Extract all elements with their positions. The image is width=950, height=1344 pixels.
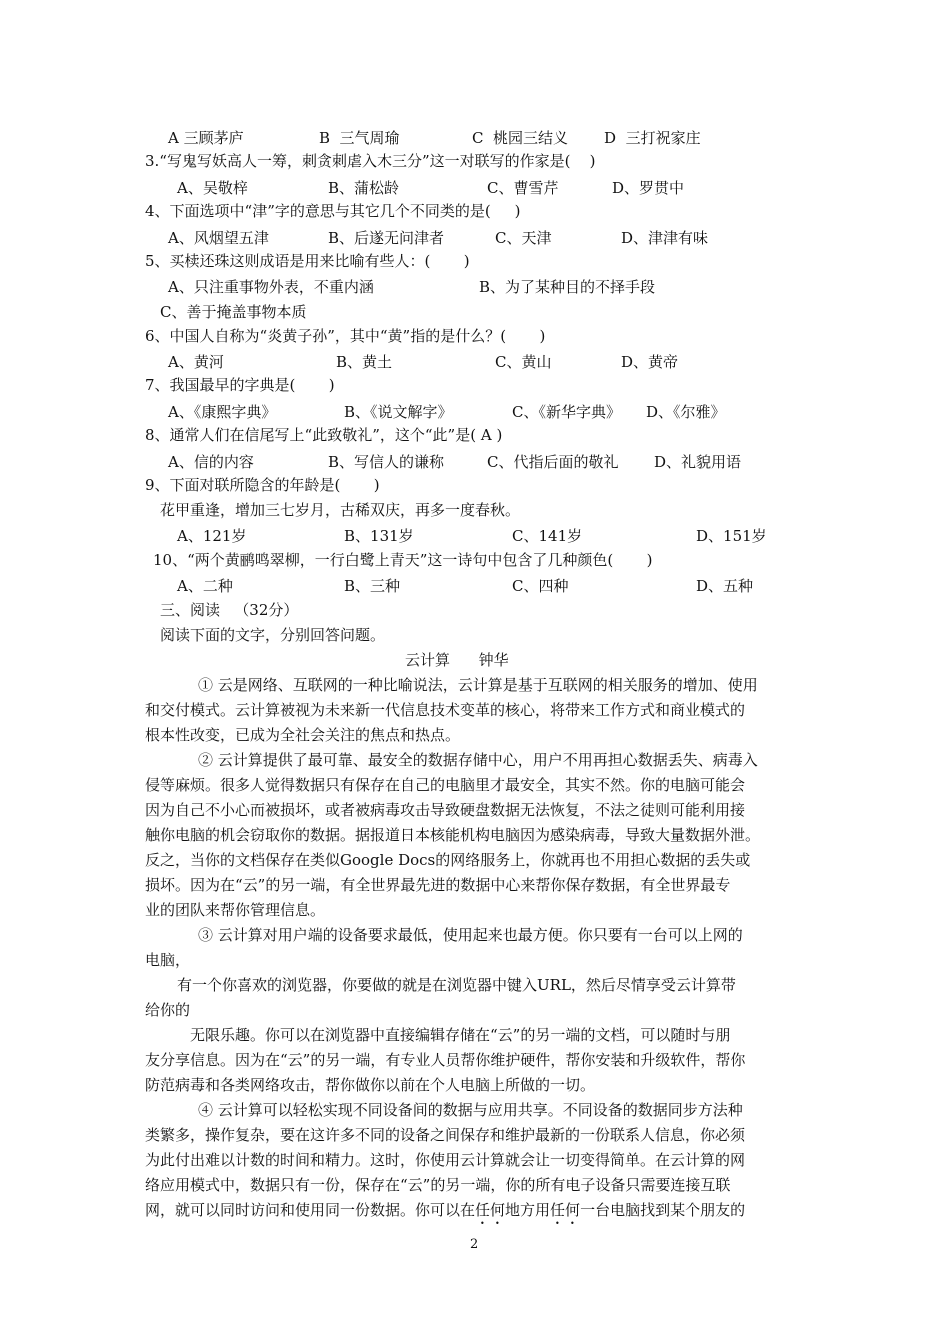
q2-option-a: A 三顾茅庐 xyxy=(168,129,244,147)
emphasis-mark: 任何 xyxy=(475,1201,506,1219)
q3-option-d: D、罗贯中 xyxy=(612,179,685,197)
q9-option-a: A、121岁 xyxy=(177,527,247,545)
article-line: 侵等麻烦。很多人觉得数据只有保存在自己的电脑里才最安全，其实不然。你的电脑可能会 xyxy=(145,776,746,794)
article-line: 和交付模式。云计算被视为未来新一代信息技术变革的核心，将带来工作方式和商业模式的 xyxy=(145,701,746,719)
article-line: 无限乐趣。你可以在浏览器中直接编辑存储在“云”的另一端的文档，可以随时与朋 xyxy=(190,1026,731,1044)
article-line: ④ 云计算可以轻松实现不同设备间的数据与应用共享。不同设备的数据同步方法种 xyxy=(198,1101,743,1119)
article-line-text: 网，就可以同时访问和使用同一份数据。你可以在 xyxy=(145,1201,476,1219)
q2-option-b: B 三气周瑜 xyxy=(319,129,400,147)
q6-option-b: B、黄土 xyxy=(336,353,393,371)
q6-stem: 6、中国人自称为“炎黄子孙”，其中“黄”指的是什么？( ) xyxy=(145,327,546,345)
q10-option-d: D、五种 xyxy=(696,577,754,595)
article-line: 业的团队来帮你管理信息。 xyxy=(145,901,326,919)
q10-option-c: C、四种 xyxy=(512,577,569,595)
article-line: 损坏。因为在“云”的另一端，有全世界最先进的数据中心来帮你保存数据，有全世界最专 xyxy=(145,876,731,894)
q6-option-c: C、黄山 xyxy=(495,353,552,371)
article-line-text: 地方用 xyxy=(505,1201,551,1219)
q8-stem: 8、通常人们在信尾写上“此致敬礼”，这个“此”是( A ) xyxy=(145,426,503,444)
q9-option-b: B、131岁 xyxy=(344,527,414,545)
q4-option-a: A、风烟望五津 xyxy=(168,229,269,247)
article-line: 反之，当你的文档保存在类似Google Docs的网络服务上，你就再也不用担心数据的丢失或 xyxy=(145,851,751,869)
q4-option-d: D、津津有味 xyxy=(621,229,709,247)
q7-option-c: C、《新华字典》 xyxy=(512,403,621,421)
article-line: 友分享信息。因为在“云”的另一端，有专业人员帮你维护硬件，帮你安装和升级软件，帮你 xyxy=(145,1051,746,1069)
q7-stem: 7、我国最早的字典是( ) xyxy=(145,376,335,394)
q6-option-a: A、黄河 xyxy=(168,353,224,371)
article-line: 电脑， xyxy=(145,951,191,969)
q2-option-c: C 桃园三结义 xyxy=(472,129,569,147)
q9-option-d: D、151岁 xyxy=(696,527,767,545)
section-heading: 三、阅读 （32分） xyxy=(160,601,299,619)
article-line-last xyxy=(145,1200,745,1228)
q9-option-c: C、141岁 xyxy=(512,527,583,545)
q5-option-c: C、善于掩盖事物本质 xyxy=(160,303,307,321)
q5-stem: 5、买椟还珠这则成语是用来比喻有些人：( ) xyxy=(145,252,470,270)
q7-option-a: A、《康熙字典》 xyxy=(168,403,277,421)
q4-option-c: C、天津 xyxy=(495,229,552,247)
q7-option-d: D、《尔雅》 xyxy=(646,403,726,421)
q10-option-b: B、三种 xyxy=(344,577,401,595)
article-title: 云计算 钟华 xyxy=(405,651,509,669)
section-instruction: 阅读下面的文字，分别回答问题。 xyxy=(160,626,386,644)
q9-couplet: 花甲重逢，增加三七岁月，古稀双庆，再多一度春秋。 xyxy=(160,501,521,519)
q3-option-a: A、吴敬梓 xyxy=(177,179,248,197)
q3-option-b: B、蒲松龄 xyxy=(328,179,400,197)
q7-option-b: B、《说文解字》 xyxy=(344,403,453,421)
article-line: 触你电脑的机会窃取你的数据。据报道日本核能机构电脑因为感染病毒，导致大量数据外泄。 xyxy=(145,826,761,844)
q2-option-d: D 三打祝家庄 xyxy=(604,129,701,147)
q10-stem: 10、“两个黄鹂鸣翠柳，一行白鹭上青天”这一诗句中包含了几种颜色( ) xyxy=(153,551,653,569)
q8-option-b: B、写信人的谦称 xyxy=(328,453,445,471)
q5-option-b: B、为了某种目的不择手段 xyxy=(479,278,656,296)
q4-stem: 4、下面选项中“津”字的意思与其它几个不同类的是( ) xyxy=(145,202,521,220)
article-line: 防范病毒和各类网络攻击，帮你做你以前在个人电脑上所做的一切。 xyxy=(145,1076,596,1094)
article-line: 根本性改变，已成为全社会关注的焦点和热点。 xyxy=(145,726,461,744)
article-line: ③ 云计算对用户端的设备要求最低，使用起来也最方便。你只要有一台可以上网的 xyxy=(198,926,743,944)
q3-option-c: C、曹雪芹 xyxy=(487,179,559,197)
q6-option-d: D、黄帝 xyxy=(621,353,679,371)
q9-stem: 9、下面对联所隐含的年龄是( ) xyxy=(145,476,380,494)
article-line: 给你的 xyxy=(145,1001,191,1019)
page-number: 2 xyxy=(470,1237,479,1252)
q10-option-a: A、二种 xyxy=(177,577,233,595)
article-line: 为此付出难以计数的时间和精力。这时，你使用云计算就会让一切变得简单。在云计算的网 xyxy=(145,1151,746,1169)
article-line: ② 云计算提供了最可靠、最安全的数据存储中心，用户不用再担心数据丢失、病毒入 xyxy=(198,751,758,769)
article-line-text: 一台电脑找到某个朋友的 xyxy=(580,1201,746,1219)
q3-stem: 3.“写鬼写妖高人一筹，刺贪刺虐入木三分”这一对联写的作家是( ) xyxy=(145,152,596,170)
q8-option-a: A、信的内容 xyxy=(168,453,254,471)
article-line: 有一个你喜欢的浏览器，你要做的就是在浏览器中键入URL，然后尽情享受云计算带 xyxy=(177,976,736,994)
emphasis-mark: 任何 xyxy=(550,1201,581,1219)
article-line: 因为自己不小心而被损坏，或者被病毒攻击导致硬盘数据无法恢复，不法之徒则可能利用接 xyxy=(145,801,746,819)
q8-option-d: D、礼貌用语 xyxy=(654,453,742,471)
q5-option-a: A、只注重事物外表，不重内涵 xyxy=(168,278,374,296)
article-line: 络应用模式中，数据只有一份，保存在“云”的另一端，你的所有电子设备只需要连接互联 xyxy=(145,1176,731,1194)
q8-option-c: C、代指后面的敬礼 xyxy=(487,453,619,471)
q4-option-b: B、后遂无问津者 xyxy=(328,229,445,247)
article-line: 类繁多，操作复杂，要在这许多不同的设备之间保存和维护最新的一份联系人信息，你必须 xyxy=(145,1126,746,1144)
article-line: ① 云是网络、互联网的一种比喻说法，云计算是基于互联网的相关服务的增加、使用 xyxy=(198,676,758,694)
